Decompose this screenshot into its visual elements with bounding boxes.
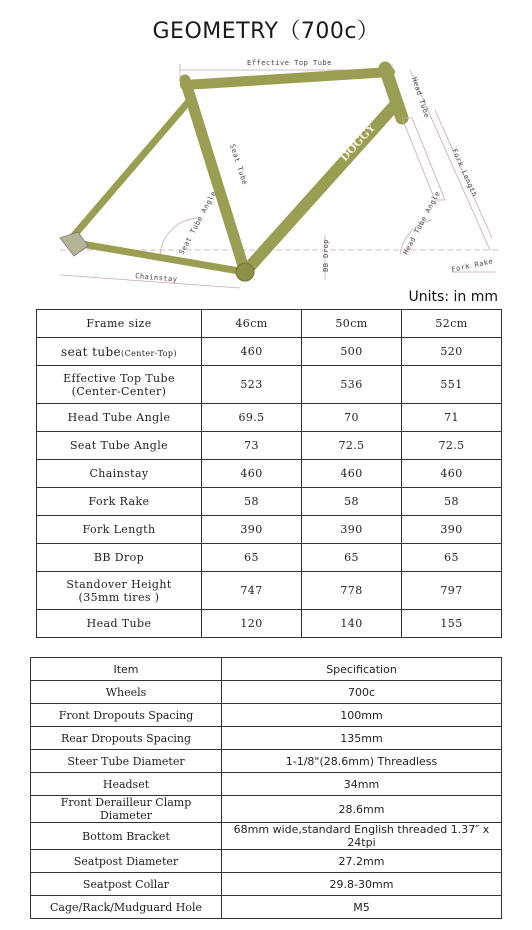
cell-value: 72.5	[402, 432, 502, 460]
spec-value: 135mm	[222, 727, 502, 750]
specification-table	[30, 657, 502, 919]
spec-item: Rear Dropouts Spacing	[31, 727, 222, 750]
cell-value: 58	[302, 488, 402, 516]
row-label: Head Tube	[37, 610, 202, 638]
label-head-tube: Head Tube	[410, 76, 431, 119]
cell-value: 551	[402, 366, 502, 404]
cell-value: 797	[402, 572, 502, 610]
cell-value: 69.5	[202, 404, 302, 432]
top-tube	[185, 72, 390, 85]
table-row	[37, 460, 502, 488]
row-label: Head Tube Angle	[37, 404, 202, 432]
cell-value: 71	[402, 404, 502, 432]
cell-value: 460	[302, 460, 402, 488]
row-label: BB Drop	[37, 544, 202, 572]
frame-geometry-diagram	[40, 50, 510, 300]
header-item: Item	[31, 658, 222, 681]
table-row	[37, 516, 502, 544]
label-head-tube-angle: Head Tube Angle	[401, 189, 442, 256]
brand-logo: DOGGY	[337, 121, 378, 165]
table-row	[31, 750, 502, 773]
label-effective-top-tube: Effective Top Tube	[247, 59, 332, 67]
cell-value: 778	[302, 572, 402, 610]
header-size: 46cm	[202, 310, 302, 338]
label-fork-rake: Fork Rake	[450, 257, 494, 274]
spec-item: Seatpost Diameter	[31, 850, 222, 873]
cell-value: 390	[402, 516, 502, 544]
rear-dropout	[60, 232, 88, 256]
spec-value: 28.6mm	[222, 796, 502, 823]
table-row	[37, 366, 502, 404]
cell-value: 70	[302, 404, 402, 432]
cell-value: 65	[402, 544, 502, 572]
spec-item: Front Dropouts Spacing	[31, 704, 222, 727]
row-label: Seat Tube Angle	[37, 432, 202, 460]
table-row	[31, 704, 502, 727]
row-label: seat tube(Center-Top)	[37, 338, 202, 366]
table-row	[31, 727, 502, 750]
cell-value: 58	[202, 488, 302, 516]
seat-tube	[185, 80, 245, 272]
spec-item: Seatpost Collar	[31, 873, 222, 896]
cell-value: 747	[202, 572, 302, 610]
row-label: Effective Top Tube (Center-Center)	[37, 366, 202, 404]
table-row	[31, 896, 502, 919]
cell-value: 72.5	[302, 432, 402, 460]
spec-item: Steer Tube Diameter	[31, 750, 222, 773]
table-row	[31, 873, 502, 896]
spec-item: Cage/Rack/Mudguard Hole	[31, 896, 222, 919]
cell-value: 65	[302, 544, 402, 572]
label-seat-tube-angle: Seat Tube Angle	[177, 189, 218, 256]
cell-value: 390	[302, 516, 402, 544]
spec-value: M5	[222, 896, 502, 919]
cell-value: 73	[202, 432, 302, 460]
spec-value: 68mm wide,standard English threaded 1.37″ x 24tpi	[222, 823, 502, 850]
spec-value: 100mm	[222, 704, 502, 727]
table-row	[37, 610, 502, 638]
cell-value: 58	[402, 488, 502, 516]
header-size: 52cm	[402, 310, 502, 338]
header-specification: Specification	[222, 658, 502, 681]
label-fork-length: Fork Length	[450, 147, 479, 199]
label-bb-drop: BB Drop	[322, 238, 330, 272]
table-row	[31, 850, 502, 873]
table-row	[31, 823, 502, 850]
spec-value: 29.8-30mm	[222, 873, 502, 896]
units-label: Units: in mm	[408, 289, 498, 305]
cell-value: 500	[302, 338, 402, 366]
spec-value: 27.2mm	[222, 850, 502, 873]
seat-stay	[70, 100, 190, 240]
row-label: Fork Length	[37, 516, 202, 544]
header-size: 50cm	[302, 310, 402, 338]
table-row	[37, 544, 502, 572]
spec-item: Headset	[31, 773, 222, 796]
geometry-table	[36, 309, 502, 638]
cell-value: 140	[302, 610, 402, 638]
table-row	[37, 572, 502, 610]
label-chainstay: Chainstay	[134, 272, 178, 284]
chainstay	[70, 242, 245, 272]
row-label: Standover Height (35mm tires )	[37, 572, 202, 610]
spec-item: Wheels	[31, 681, 222, 704]
cell-value: 523	[202, 366, 302, 404]
spec-value: 1-1/8"(28.6mm) Threadless	[222, 750, 502, 773]
spec-item: Bottom Bracket	[31, 823, 222, 850]
bottom-bracket	[236, 263, 254, 281]
header-frame-size: Frame size	[37, 310, 202, 338]
table-row	[31, 658, 502, 681]
cell-value: 65	[202, 544, 302, 572]
cell-value: 460	[202, 338, 302, 366]
table-row	[31, 681, 502, 704]
page-title: GEOMETRY（700c）	[152, 19, 380, 44]
label-seat-tube: Seat Tube	[228, 143, 249, 186]
cell-value: 460	[402, 460, 502, 488]
cell-value: 390	[202, 516, 302, 544]
spec-value: 34mm	[222, 773, 502, 796]
cell-value: 460	[202, 460, 302, 488]
table-row	[37, 488, 502, 516]
cell-value: 155	[402, 610, 502, 638]
cell-value: 120	[202, 610, 302, 638]
table-row	[37, 432, 502, 460]
table-row	[37, 338, 502, 366]
row-label: Fork Rake	[37, 488, 202, 516]
cell-value: 536	[302, 366, 402, 404]
table-row	[31, 773, 502, 796]
spec-item: Front Derailleur Clamp Diameter	[31, 796, 222, 823]
row-label: Chainstay	[37, 460, 202, 488]
cell-value: 520	[402, 338, 502, 366]
table-row	[31, 796, 502, 823]
fork-outline	[402, 118, 445, 200]
spec-value: 700c	[222, 681, 502, 704]
table-row	[37, 404, 502, 432]
table-row	[37, 310, 502, 338]
